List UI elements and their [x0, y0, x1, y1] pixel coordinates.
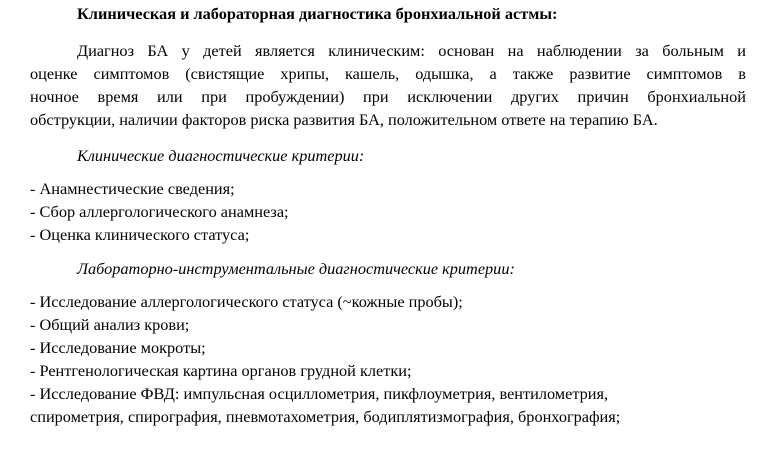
document-heading: Клиническая и лабораторная диагностика бронхиальной астмы:: [77, 4, 558, 23]
list-item: - Исследование мокроты;: [30, 338, 206, 357]
list-item: - Рентгенологическая картина органов грудной клетки;: [30, 361, 412, 380]
paragraph-line: оценке симптомов (свистящие хрипы, кашель, одышка, а также развитие симптомов в: [30, 64, 746, 83]
paragraph-line: обструкции, наличии факторов риска развития БА, положительном ответе на терапию БА.: [30, 110, 658, 129]
list-item: - Анамнестические сведения;: [30, 179, 235, 198]
paragraph-line: ночное время или при пробуждении) при исключении других причин бронхиальной: [30, 87, 746, 106]
paragraph-line: Диагноз БА у детей является клиническим: основан на наблюдении за больным и: [77, 41, 746, 60]
list-item: спирометрия, спирография, пневмотахометрия, бодиплятизмография, бронхография;: [30, 407, 621, 426]
lab-criteria-title: Лабораторно-инструментальные диагностические критерии:: [77, 259, 515, 278]
list-item: - Общий анализ крови;: [30, 315, 190, 334]
clinical-criteria-title: Клинические диагностические критерии:: [77, 146, 365, 165]
list-item: - Сбор аллергологического анамнеза;: [30, 202, 289, 221]
list-item: - Исследование аллергологического статуса (~кожные пробы);: [30, 292, 463, 311]
list-item: - Оценка клинического статуса;: [30, 225, 250, 244]
list-item: - Исследование ФВД: импульсная осциллометрия, пикфлоуметрия, вентилометрия,: [30, 384, 609, 403]
